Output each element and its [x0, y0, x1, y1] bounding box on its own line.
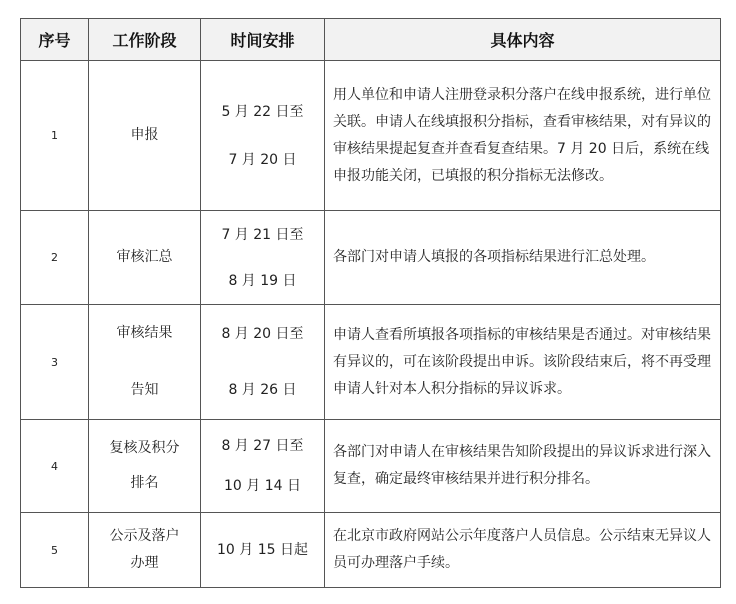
time-line: 8 月 27 日至 [221, 438, 304, 454]
time-line: 8 月 20 日至 [221, 326, 304, 342]
row-time [201, 305, 325, 420]
time-line: 5 月 22 日至 [221, 103, 304, 120]
stage-line: 审核汇总 [116, 249, 173, 265]
row-stage [89, 420, 201, 513]
time-line: 10 月 14 日 [224, 478, 301, 494]
row-time [201, 211, 325, 305]
header-time: 时间安排 [201, 19, 325, 61]
row-index: 2 [21, 211, 89, 305]
time-line: 8 月 19 日 [228, 272, 297, 289]
time-line: 7 月 20 日 [228, 151, 297, 168]
table-row [21, 420, 721, 513]
time-line: 7 月 21 日至 [221, 226, 304, 243]
row-content: 各部门对申请人填报的各项指标结果进行汇总处理。 [325, 211, 721, 305]
row-stage [89, 305, 201, 420]
time-line: 10 月 15 日起 [217, 542, 308, 558]
stage-line: 告知 [130, 382, 159, 398]
row-content: 在北京市政府网站公示年度落户人员信息。公示结束无异议人员可办理落户手续。 [325, 513, 721, 588]
row-stage [89, 61, 201, 211]
header-row [21, 19, 721, 61]
header-stage: 工作阶段 [89, 19, 201, 61]
row-time [201, 513, 325, 588]
row-index: 4 [21, 420, 89, 513]
row-time [201, 61, 325, 211]
row-content: 各部门对申请人在审核结果告知阶段提出的异议诉求进行深入复查，确定最终审核结果并进行积分排名。 [325, 420, 721, 513]
header-content: 具体内容 [325, 19, 721, 61]
row-content: 用人单位和申请人注册登录积分落户在线申报系统，进行单位关联。申请人在线填报积分指标，查看审核结果，对有异议的审核结果提起复查并查看复查结果。7 月 20 日后，系统在线申报功能关闭，已填报的积分指标无法修改。 [325, 61, 721, 211]
stage-line: 公示及落户 [109, 528, 180, 544]
stage-line: 复核及积分 [109, 440, 180, 456]
row-time [201, 420, 325, 513]
row-stage [89, 513, 201, 588]
header-index: 序号 [21, 19, 89, 61]
table-row [21, 513, 721, 588]
row-index: 1 [21, 61, 89, 211]
stage-line: 排名 [130, 475, 159, 491]
row-content: 申请人查看所填报各项指标的审核结果是否通过。对审核结果有异议的，可在该阶段提出申诉。该阶段结束后，将不再受理申请人针对本人积分指标的异议诉求。 [325, 305, 721, 420]
stage-line: 申报 [130, 127, 159, 143]
row-stage [89, 211, 201, 305]
schedule-table [20, 18, 721, 588]
row-index: 3 [21, 305, 89, 420]
time-line: 8 月 26 日 [228, 382, 297, 398]
stage-line: 办理 [130, 555, 159, 571]
stage-line: 审核结果 [116, 325, 173, 341]
table-row [21, 61, 721, 211]
table-row [21, 211, 721, 305]
row-index: 5 [21, 513, 89, 588]
table-row [21, 305, 721, 420]
